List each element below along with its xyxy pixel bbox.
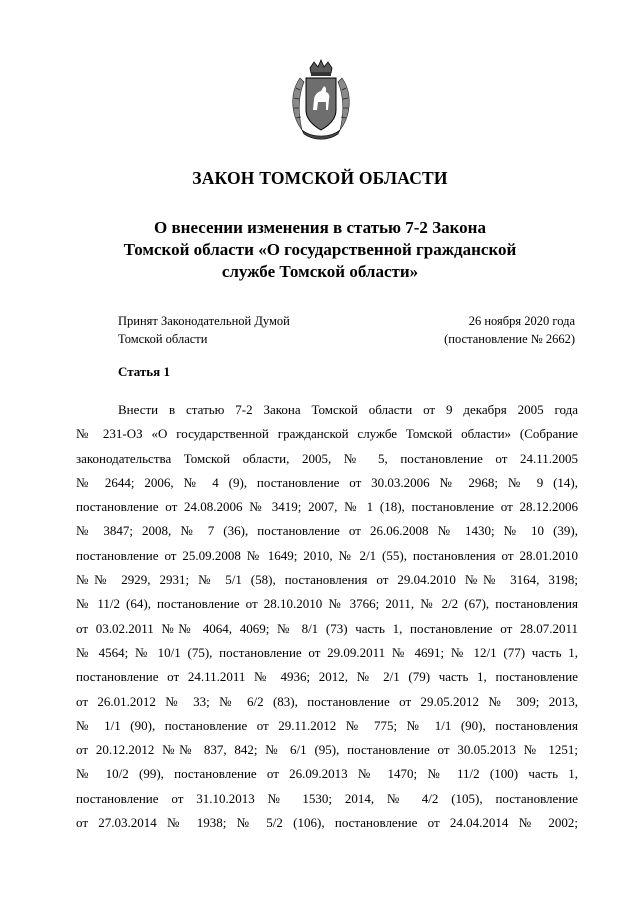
body-line: № 231-ОЗ «О государственной гражданской службе Томской области» (Собрание	[76, 426, 578, 442]
body-line: законодательства Томской области, 2005, № 5, постановление от 24.11.2005	[76, 450, 578, 466]
body-line: № 3847; 2008, № 7 (36), постановление от 26.06.2008 № 1430; № 10 (39),	[76, 523, 578, 539]
adopted-by-line: Томской области	[118, 332, 208, 346]
body-line: от 27.03.2014 № 1938; № 5/2 (106), постановление от 24.04.2014 № 2002;	[76, 815, 578, 831]
body-line: постановление от 24.08.2006 № 3419; 2007, № 1 (18), постановление от 28.12.2006	[76, 499, 578, 515]
body-line: постановление от 25.09.2008 № 1649; 2010, № 2/1 (55), постановления от 28.01.2010	[76, 547, 578, 563]
resolution-number: (постановление № 2662)	[444, 332, 575, 346]
law-title: ЗАКОН ТОМСКОЙ ОБЛАСТИ	[192, 168, 448, 188]
body-line: от 20.12.2012 №№ 837, 842; № 6/1 (95), постановление от 30.05.2013 № 1251;	[76, 742, 578, 758]
body-line: постановление от 31.10.2013 № 1530; 2014, № 4/2 (105), постановление	[76, 790, 578, 806]
adoption-date-block	[444, 312, 575, 348]
adopted-by-line: Принят Законодательной Думой	[118, 314, 290, 328]
subtitle-line: Томской области «О государственной гражданской	[123, 240, 517, 259]
body-line: № 2644; 2006, № 4 (9), постановление от 30.03.2006 № 2968; № 9 (14),	[76, 474, 578, 490]
adoption-date: 26 ноября 2020 года	[468, 314, 575, 328]
body-line: от 26.01.2012 № 33; № 6/2 (83), постановление от 29.05.2012 № 309; 2013,	[76, 693, 578, 709]
body-line: от 03.02.2011 №№ 4064, 4069; № 8/1 (73) часть 1, постановление от 28.07.2011	[76, 620, 578, 636]
subtitle-line: службе Томской области»	[221, 262, 419, 281]
body-line: № 11/2 (64), постановление от 28.10.2010 № 3766; 2011, № 2/2 (67), постановления	[76, 596, 578, 612]
body-line: № 4564; № 10/1 (75), постановление от 29.09.2011 № 4691; № 12/1 (77) часть 1,	[76, 644, 578, 660]
body-line: №№ 2929, 2931; № 5/1 (58), постановления от 29.04.2010 №№ 3164, 3198;	[76, 572, 578, 588]
article-body	[76, 398, 578, 835]
law-subtitle	[70, 217, 570, 283]
adopted-by-block	[118, 312, 290, 348]
article-heading: Статья 1	[118, 364, 170, 379]
coat-of-arms-icon	[288, 58, 354, 142]
body-line: № 10/2 (99), постановление от 26.09.2013 № 1470; № 11/2 (100) часть 1,	[76, 766, 578, 782]
body-line: № 1/1 (90), постановление от 29.11.2012 № 775; № 1/1 (90), постановления	[76, 717, 578, 733]
subtitle-line: О внесении изменения в статью 7-2 Закона	[154, 218, 486, 237]
body-line: постановление от 24.11.2011 № 4936; 2012, № 2/1 (79) часть 1, постановление	[76, 669, 578, 685]
body-line: Внести в статью 7-2 Закона Томской области от 9 декабря 2005 года	[118, 402, 578, 417]
